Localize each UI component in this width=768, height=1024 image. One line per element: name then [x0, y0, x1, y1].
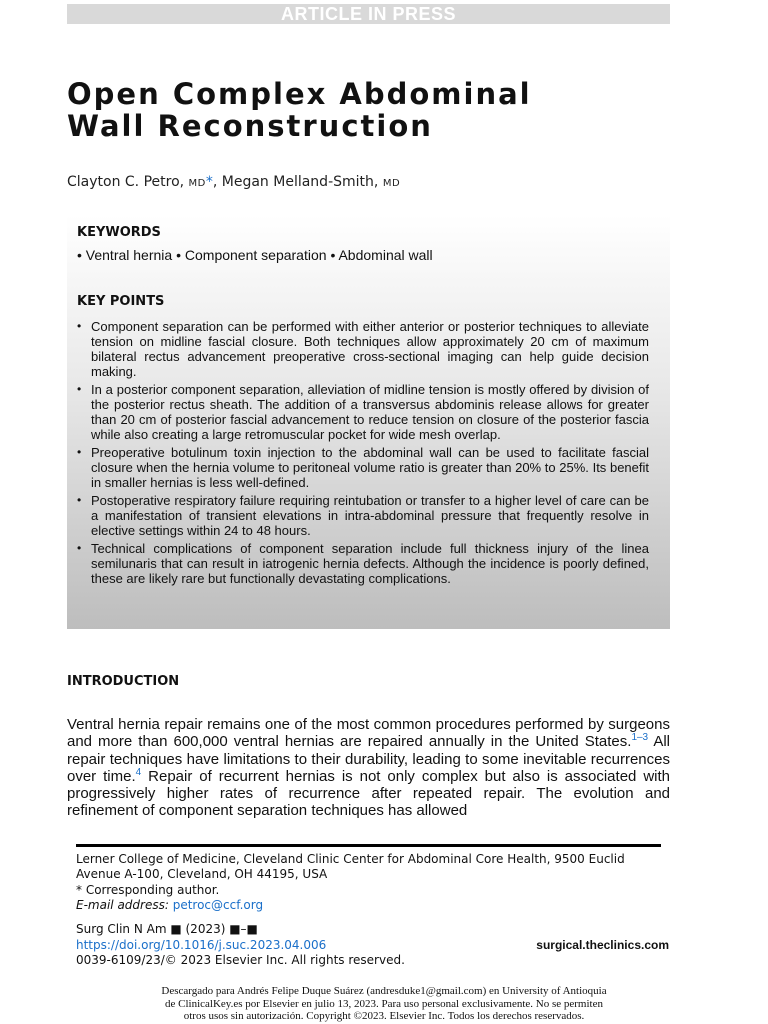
email-line — [76, 898, 666, 913]
author-degree: MD — [382, 178, 401, 189]
key-point-text: Technical complications of component separation include full thickness injury of the linea semilunaris that can result in iatrogenic hernia defects. Although the incidence is poorly defined, these are likely rare but functionally devastating complications. — [91, 541, 649, 586]
key-point-bullet: • — [77, 319, 82, 333]
key-point-item — [77, 493, 649, 538]
introduction-paragraph — [67, 716, 670, 820]
introduction-heading: INTRODUCTION — [67, 674, 180, 689]
key-point-bullet: • — [77, 541, 82, 555]
email-label: E-mail address: — [76, 897, 169, 912]
title-line-2: Wall Reconstruction — [67, 109, 433, 143]
introduction-text: Repair of recurrent hernias is not only complex but also is associated with progressively higher rates of recurrence after repeated repair. The evolution and refinement of component separation techniques has allowed — [67, 767, 670, 820]
journal-citation: Surg Clin N Am ■ (2023) ■–■ — [76, 922, 258, 936]
author-list — [67, 174, 400, 190]
keyword: Ventral hernia — [85, 247, 173, 263]
key-point-bullet: • — [77, 382, 82, 396]
introduction-text: Ventral hernia repair remains one of the most common procedures performed by surgeons and more than 600,000 ventral hernias are repaired annually in the United States. — [67, 716, 670, 751]
reference-link[interactable]: 4 — [135, 766, 142, 778]
affiliation-address: Lerner College of Medicine, Cleveland Clinic Center for Abdominal Core Health, 9500 Euclid Avenue A-100, Cleveland, OH 44195, USA — [76, 852, 625, 882]
introduction-text: All repair techniques have limitations to their durability, leading to some inevitable recurrences over time. — [67, 733, 671, 785]
key-point-text: Preoperative botulinum toxin injection to the abdominal wall can be used to facilitate fascial closure when the hernia volume to peritoneal volume ratio is greater than 20% to 25%. Its benefit in smaller hernias is less well-defined. — [91, 445, 649, 490]
download-notice-line: Descargado para Andrés Felipe Duque Suárez (andresduke1@gmail.com) en University of Antioquia — [161, 985, 607, 997]
author-name: , Megan Melland-Smith, — [212, 174, 379, 190]
download-notice — [100, 985, 668, 1023]
keyword-bullet: • — [330, 247, 336, 263]
keywords-keypoints-box — [67, 215, 670, 629]
copyright-line: 0039-6109/23/© 2023 Elsevier Inc. All rights reserved. — [76, 953, 405, 968]
journal-website-link[interactable]: surgical.theclinics.com — [536, 937, 669, 952]
key-point-item — [77, 445, 649, 490]
email-link[interactable]: petroc@ccf.org — [172, 897, 264, 912]
keyword: Component separation — [184, 247, 327, 263]
key-points-list — [77, 319, 649, 589]
author-degree: MD — [188, 178, 206, 189]
footnote-divider — [76, 844, 661, 847]
key-point-item — [77, 319, 649, 379]
article-in-press-banner: ARTICLE IN PRESS — [67, 4, 670, 24]
key-point-bullet: • — [77, 445, 82, 459]
key-point-bullet: • — [77, 493, 82, 507]
key-points-heading: KEY POINTS — [77, 294, 165, 309]
keyword-bullet: • — [77, 247, 82, 263]
doi-link[interactable]: https://doi.org/10.1016/j.suc.2023.04.006 — [76, 937, 327, 952]
key-point-text: In a posterior component separation, alleviation of midline tension is mostly offered by division of the posterior rectus sheath. The addition of a transversus abdominis release allows for greater than 20 cm of posterior fascial advancement to reduce tension on closure of the posterior fascia while also creating a large retromuscular pocket for wide mesh overlap. — [91, 382, 649, 442]
title-line-1: Open Complex Abdominal — [67, 77, 532, 111]
keyword: Abdominal wall — [338, 247, 433, 263]
key-point-text: Postoperative respiratory failure requiring reintubation or transfer to a higher level of care can be a manifestation of transient elevations in intra-abdominal pressure that frequently resolve in elective settings within 24 to 48 hours. — [91, 493, 649, 538]
reference-link[interactable]: 1–3 — [631, 732, 649, 744]
article-title — [67, 78, 687, 142]
citation-block — [76, 922, 669, 969]
key-point-item — [77, 382, 649, 442]
keywords-heading: KEYWORDS — [77, 225, 161, 240]
author-name: Clayton C. Petro, — [67, 174, 185, 190]
key-point-text: Component separation can be performed with either anterior or posterior techniques to alleviate tension on midline fascial closure. Both techniques allow approximately 20 cm of maximum bilateral rectus advancement preoperative cross-sectional imaging can help guide decision making. — [91, 319, 649, 379]
download-notice-line: de ClinicalKey.es por Elsevier en julio 13, 2023. Para uso personal exclusivamente. No se permiten — [165, 997, 603, 1010]
keyword-bullet: • — [176, 247, 181, 263]
affiliation-block — [76, 852, 666, 913]
key-point-item — [77, 541, 649, 586]
corresponding-author-note: * Corresponding author. — [76, 882, 220, 897]
download-notice-line: otros usos sin autorización. Copyright ©2023. Elsevier Inc. Todos los derechos reservados. — [183, 1010, 585, 1022]
keywords-list — [77, 247, 433, 263]
corresponding-author-marker[interactable]: * — [205, 174, 213, 190]
